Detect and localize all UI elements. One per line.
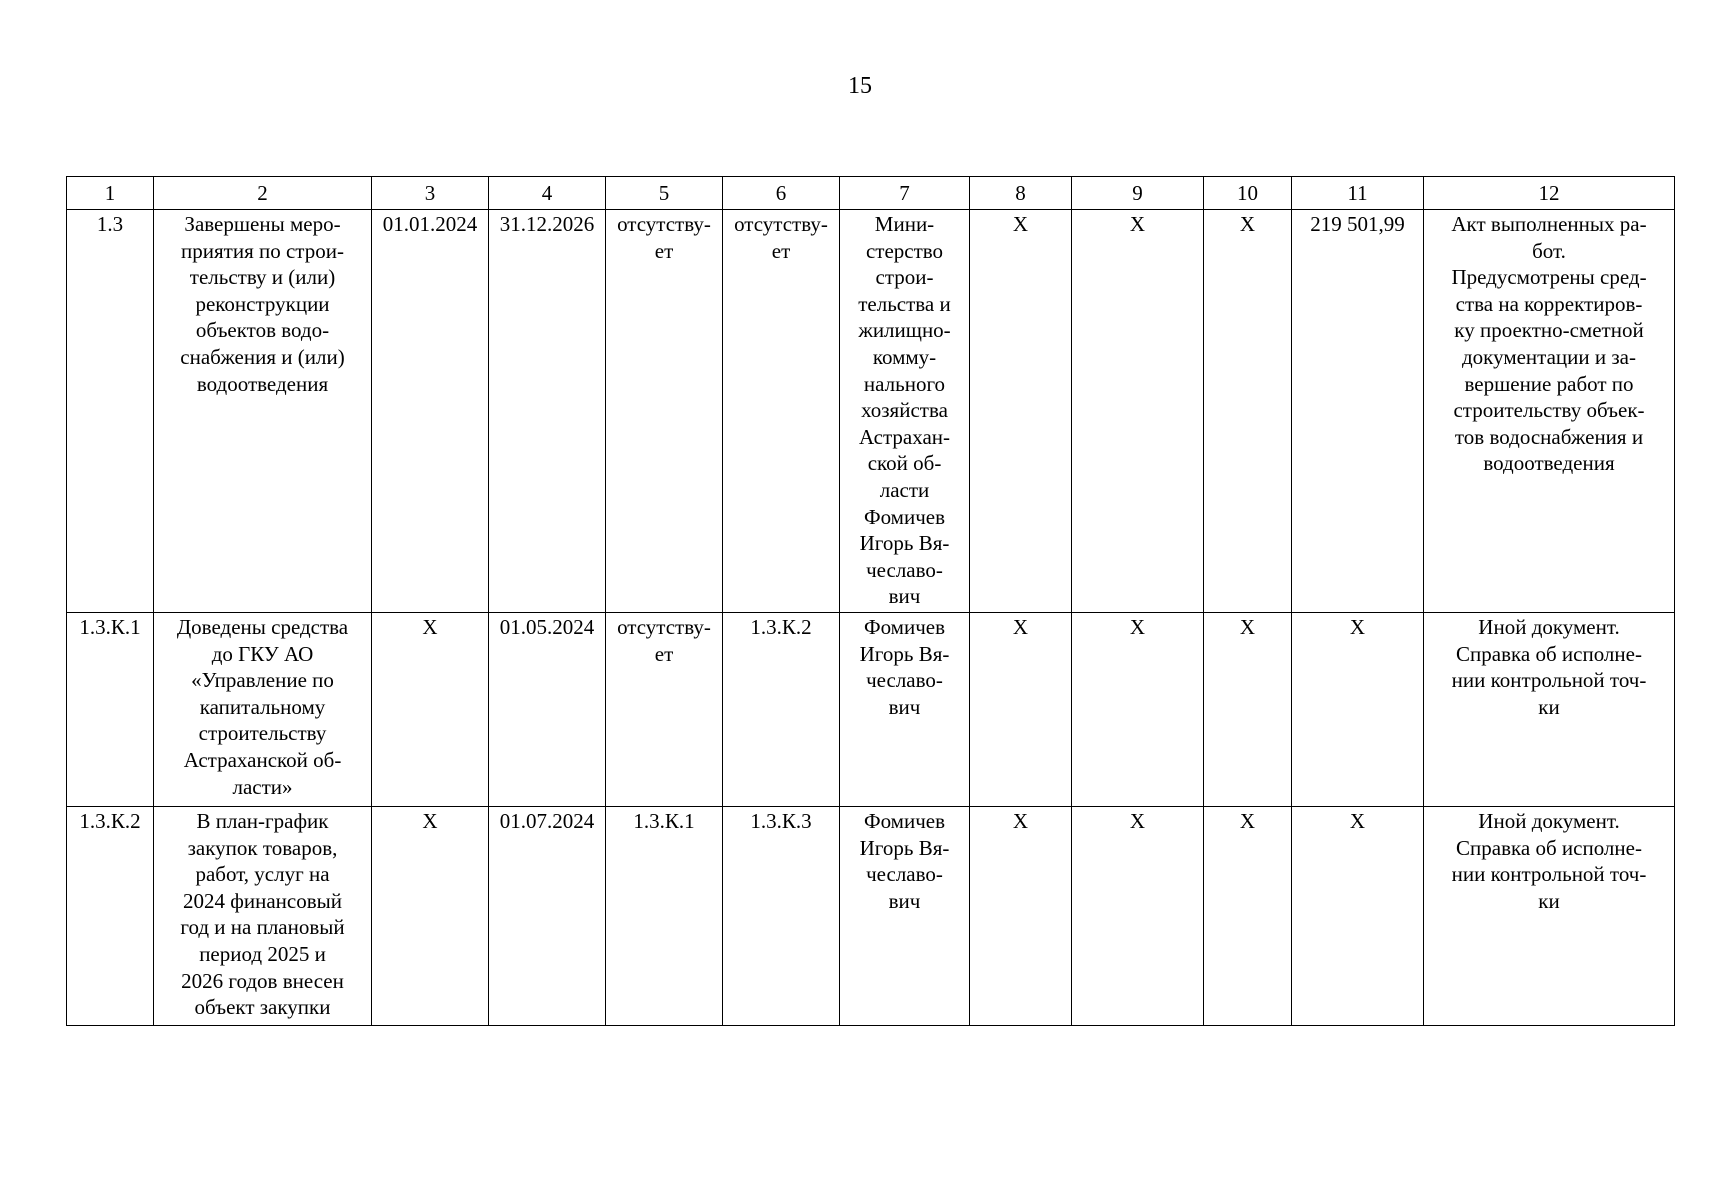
row-name: Завершены меро- приятия по строи- тельству и (или) реконструкции объектов водо- снабжения и (или) водоотведения (154, 210, 372, 613)
row-number: 1.3.К.1 (67, 613, 154, 807)
header-cell-7: 7 (840, 177, 970, 210)
header-cell-2: 2 (154, 177, 372, 210)
row-document: Иной документ. Справка об исполне- нии контрольной точ- ки (1424, 613, 1675, 807)
row-amount: 219 501,99 (1292, 210, 1424, 613)
row-predecessor: отсутству- ет (606, 210, 723, 613)
row-number: 1.3.К.2 (67, 807, 154, 1026)
table-row (67, 210, 1675, 613)
row-amount: X (1292, 613, 1424, 807)
row-responsible: Фомичев Игорь Вя- чеславо- вич (840, 613, 970, 807)
header-cell-3: 3 (372, 177, 489, 210)
header-cell-1: 1 (67, 177, 154, 210)
row-col-9: X (1072, 807, 1204, 1026)
row-col-8: X (970, 210, 1072, 613)
row-responsible: Мини- стерство строи- тельства и жилищно- комму- нального хозяйства Астрахан- ской об- ласти Фомичев Игорь Вя- чеславо- вич (840, 210, 970, 613)
row-successor: 1.3.К.2 (723, 613, 840, 807)
row-end-date: 01.07.2024 (489, 807, 606, 1026)
row-predecessor: отсутству- ет (606, 613, 723, 807)
row-col-10: X (1204, 807, 1292, 1026)
table-row (67, 807, 1675, 1026)
control-points-table (66, 176, 1675, 1026)
row-successor: отсутству- ет (723, 210, 840, 613)
header-cell-5: 5 (606, 177, 723, 210)
row-col-8: X (970, 807, 1072, 1026)
table-row (67, 613, 1675, 807)
page-number: 15 (848, 73, 872, 99)
row-col-9: X (1072, 210, 1204, 613)
row-document: Акт выполненных ра- бот. Предусмотрены сред- ства на корректиров- ку проектно-сметной документации и за- вершение работ по строительству объек- тов водоснабжения и водоотведения (1424, 210, 1675, 613)
row-name: Доведены средства до ГКУ АО «Управление по капитальному строительству Астраханской об- ласти» (154, 613, 372, 807)
row-end-date: 01.05.2024 (489, 613, 606, 807)
row-document: Иной документ. Справка об исполне- нии контрольной точ- ки (1424, 807, 1675, 1026)
header-row (67, 177, 1675, 210)
header-cell-11: 11 (1292, 177, 1424, 210)
row-start-date: X (372, 613, 489, 807)
header-cell-10: 10 (1204, 177, 1292, 210)
row-col-10: X (1204, 613, 1292, 807)
header-cell-4: 4 (489, 177, 606, 210)
header-cell-9: 9 (1072, 177, 1204, 210)
row-responsible: Фомичев Игорь Вя- чеславо- вич (840, 807, 970, 1026)
row-end-date: 31.12.2026 (489, 210, 606, 613)
row-col-9: X (1072, 613, 1204, 807)
row-predecessor: 1.3.К.1 (606, 807, 723, 1026)
row-successor: 1.3.К.3 (723, 807, 840, 1026)
row-name: В план-график закупок товаров, работ, услуг на 2024 финансовый год и на плановый период 2025 и 2026 годов внесен объект закупки (154, 807, 372, 1026)
row-col-10: X (1204, 210, 1292, 613)
header-cell-12: 12 (1424, 177, 1675, 210)
row-number: 1.3 (67, 210, 154, 613)
header-cell-8: 8 (970, 177, 1072, 210)
header-cell-6: 6 (723, 177, 840, 210)
row-amount: X (1292, 807, 1424, 1026)
row-col-8: X (970, 613, 1072, 807)
row-start-date: X (372, 807, 489, 1026)
row-start-date: 01.01.2024 (372, 210, 489, 613)
